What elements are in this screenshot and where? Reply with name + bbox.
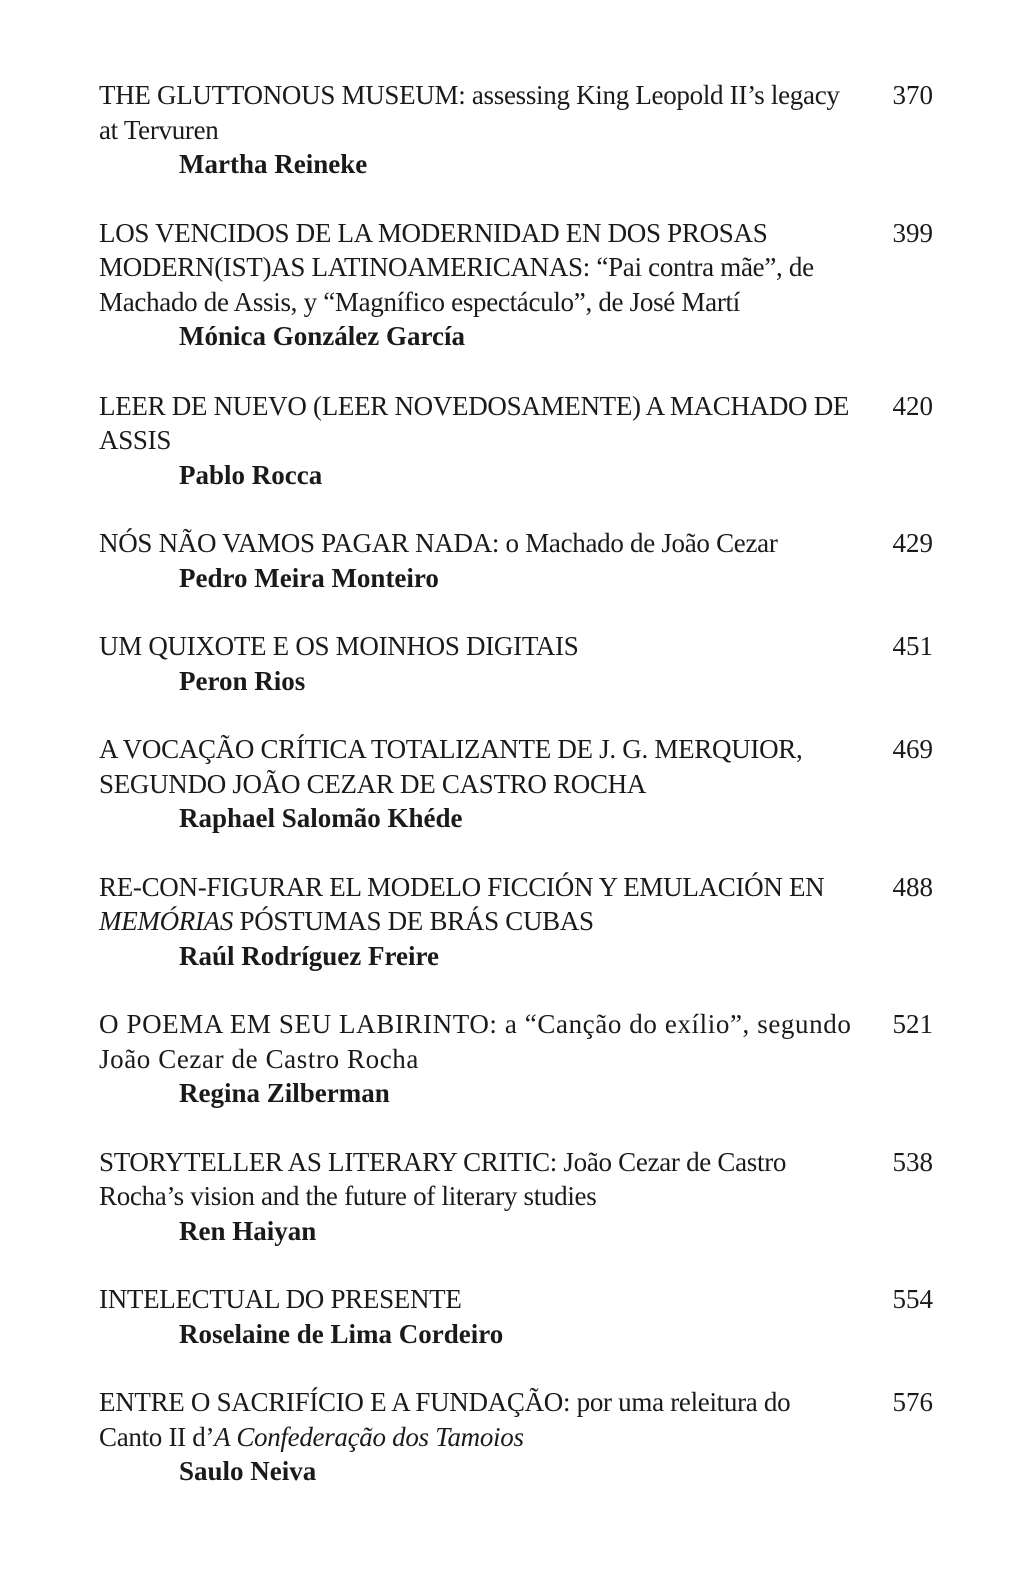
toc-entry-author: Mónica González García <box>179 321 465 351</box>
toc-entry-title-segment: LOS VENCIDOS DE LA MODERNIDAD EN DOS PROSAS MODERN(IST)AS LATINOAMERICANAS: “Pai contra mãe”, de Machado de Assis, y “Magnífico espectáculo”, de José Martí <box>99 217 814 317</box>
toc-entry-title-segment: STORYTELLER AS LITERARY CRITIC: João Cezar de Castro Rocha’s vision and the future of literary studies <box>99 1146 787 1211</box>
toc-entry-title-segment: PÓSTUMAS DE BRÁS CUBAS <box>233 906 594 936</box>
toc-entry <box>99 629 939 698</box>
toc-entry-page-number: 399 <box>892 217 933 248</box>
toc-entry-title-segment: ENTRE O SACRIFÍCIO E A FUNDAÇÃO: por uma releitura do Canto II d’ <box>99 1387 791 1452</box>
toc-entry-page-number: 576 <box>892 1387 933 1417</box>
toc-entry-title <box>99 216 859 320</box>
toc-entry-title-segment: LEER DE NUEVO (LEER NOVEDOSAMENTE) A MACHADO DE ASSIS <box>99 390 850 455</box>
toc-entry <box>99 1007 939 1111</box>
toc-entry-page-number: 429 <box>892 528 933 558</box>
toc-entry-title <box>99 1145 859 1214</box>
toc-entry-author: Regina Zilberman <box>179 1078 390 1108</box>
toc-entry-author: Martha Reineke <box>179 149 368 179</box>
toc-entry-author: Raphael Salomão Khéde <box>179 803 463 833</box>
toc-entry-author: Ren Haiyan <box>179 1215 317 1246</box>
toc-entry-title <box>99 870 859 939</box>
toc-entry-author: Pablo Rocca <box>179 459 323 490</box>
toc-entry <box>99 1145 939 1249</box>
toc-entry-page-number: 554 <box>892 1284 933 1314</box>
toc-entry-page-number: 420 <box>892 390 933 421</box>
toc-entry-author: Saulo Neiva <box>179 1456 317 1486</box>
toc-entry-title <box>99 78 859 147</box>
toc-entry <box>99 1385 939 1489</box>
toc-entry-title <box>99 389 859 458</box>
toc-entry <box>99 732 939 836</box>
toc-entry-author: Raúl Rodríguez Freire <box>179 940 439 971</box>
toc-entry <box>99 1282 939 1351</box>
toc-entry <box>99 526 939 595</box>
toc-entry-title <box>99 1282 859 1317</box>
toc-entry-page-number: 370 <box>892 80 933 110</box>
toc-entry-title-segment: RE-CON-FIGURAR EL MODELO FICCIÓN Y EMULACIÓN EN <box>99 871 825 902</box>
toc-entry-title-segment: INTELECTUAL DO PRESENTE <box>99 1284 462 1314</box>
toc-entry-page-number: 521 <box>892 1009 933 1039</box>
toc-entry-title <box>99 1385 859 1454</box>
toc-entry <box>99 389 939 493</box>
toc-entry <box>99 216 939 354</box>
toc-entry-title-segment: THE GLUTTONOUS MUSEUM: assessing King Leopold II’s legacy at Tervuren <box>99 80 840 145</box>
toc-entry-title-segment: A VOCAÇÃO CRÍTICA TOTALIZANTE DE J. G. MERQUIOR, SEGUNDO JOÃO CEZAR DE CASTRO ROCHA <box>99 734 803 799</box>
toc-entry-title-segment: UM QUIXOTE E OS MOINHOS DIGITAIS <box>99 631 579 661</box>
toc-entry-author: Pedro Meira Monteiro <box>179 562 439 593</box>
toc-entry-page-number: 488 <box>892 871 933 902</box>
toc-entry-title-segment: A Confederação dos Tamoios <box>214 1421 524 1452</box>
toc-entry-title <box>99 526 859 561</box>
toc-entry <box>99 78 939 182</box>
toc-entry-page-number: 469 <box>892 734 933 764</box>
toc-entry-page-number: 451 <box>892 631 933 661</box>
toc-entry-title <box>99 1007 859 1076</box>
toc-entry-title-segment: MEMÓRIAS <box>99 906 234 936</box>
toc-entry-title-segment: NÓS NÃO VAMOS PAGAR NADA: o Machado de João Cezar <box>99 528 778 558</box>
toc-entry-author: Roselaine de Lima Cordeiro <box>179 1318 504 1349</box>
toc-entry <box>99 870 939 974</box>
table-of-contents <box>99 78 939 1523</box>
toc-entry-author: Peron Rios <box>179 665 306 696</box>
toc-entry-page-number: 538 <box>892 1146 933 1177</box>
toc-entry-title-segment: O POEMA EM SEU LABIRINTO: a “Canção do exílio”, segundo João Cezar de Castro Rocha <box>99 1009 852 1074</box>
toc-entry-title <box>99 732 859 801</box>
toc-entry-title <box>99 629 859 664</box>
